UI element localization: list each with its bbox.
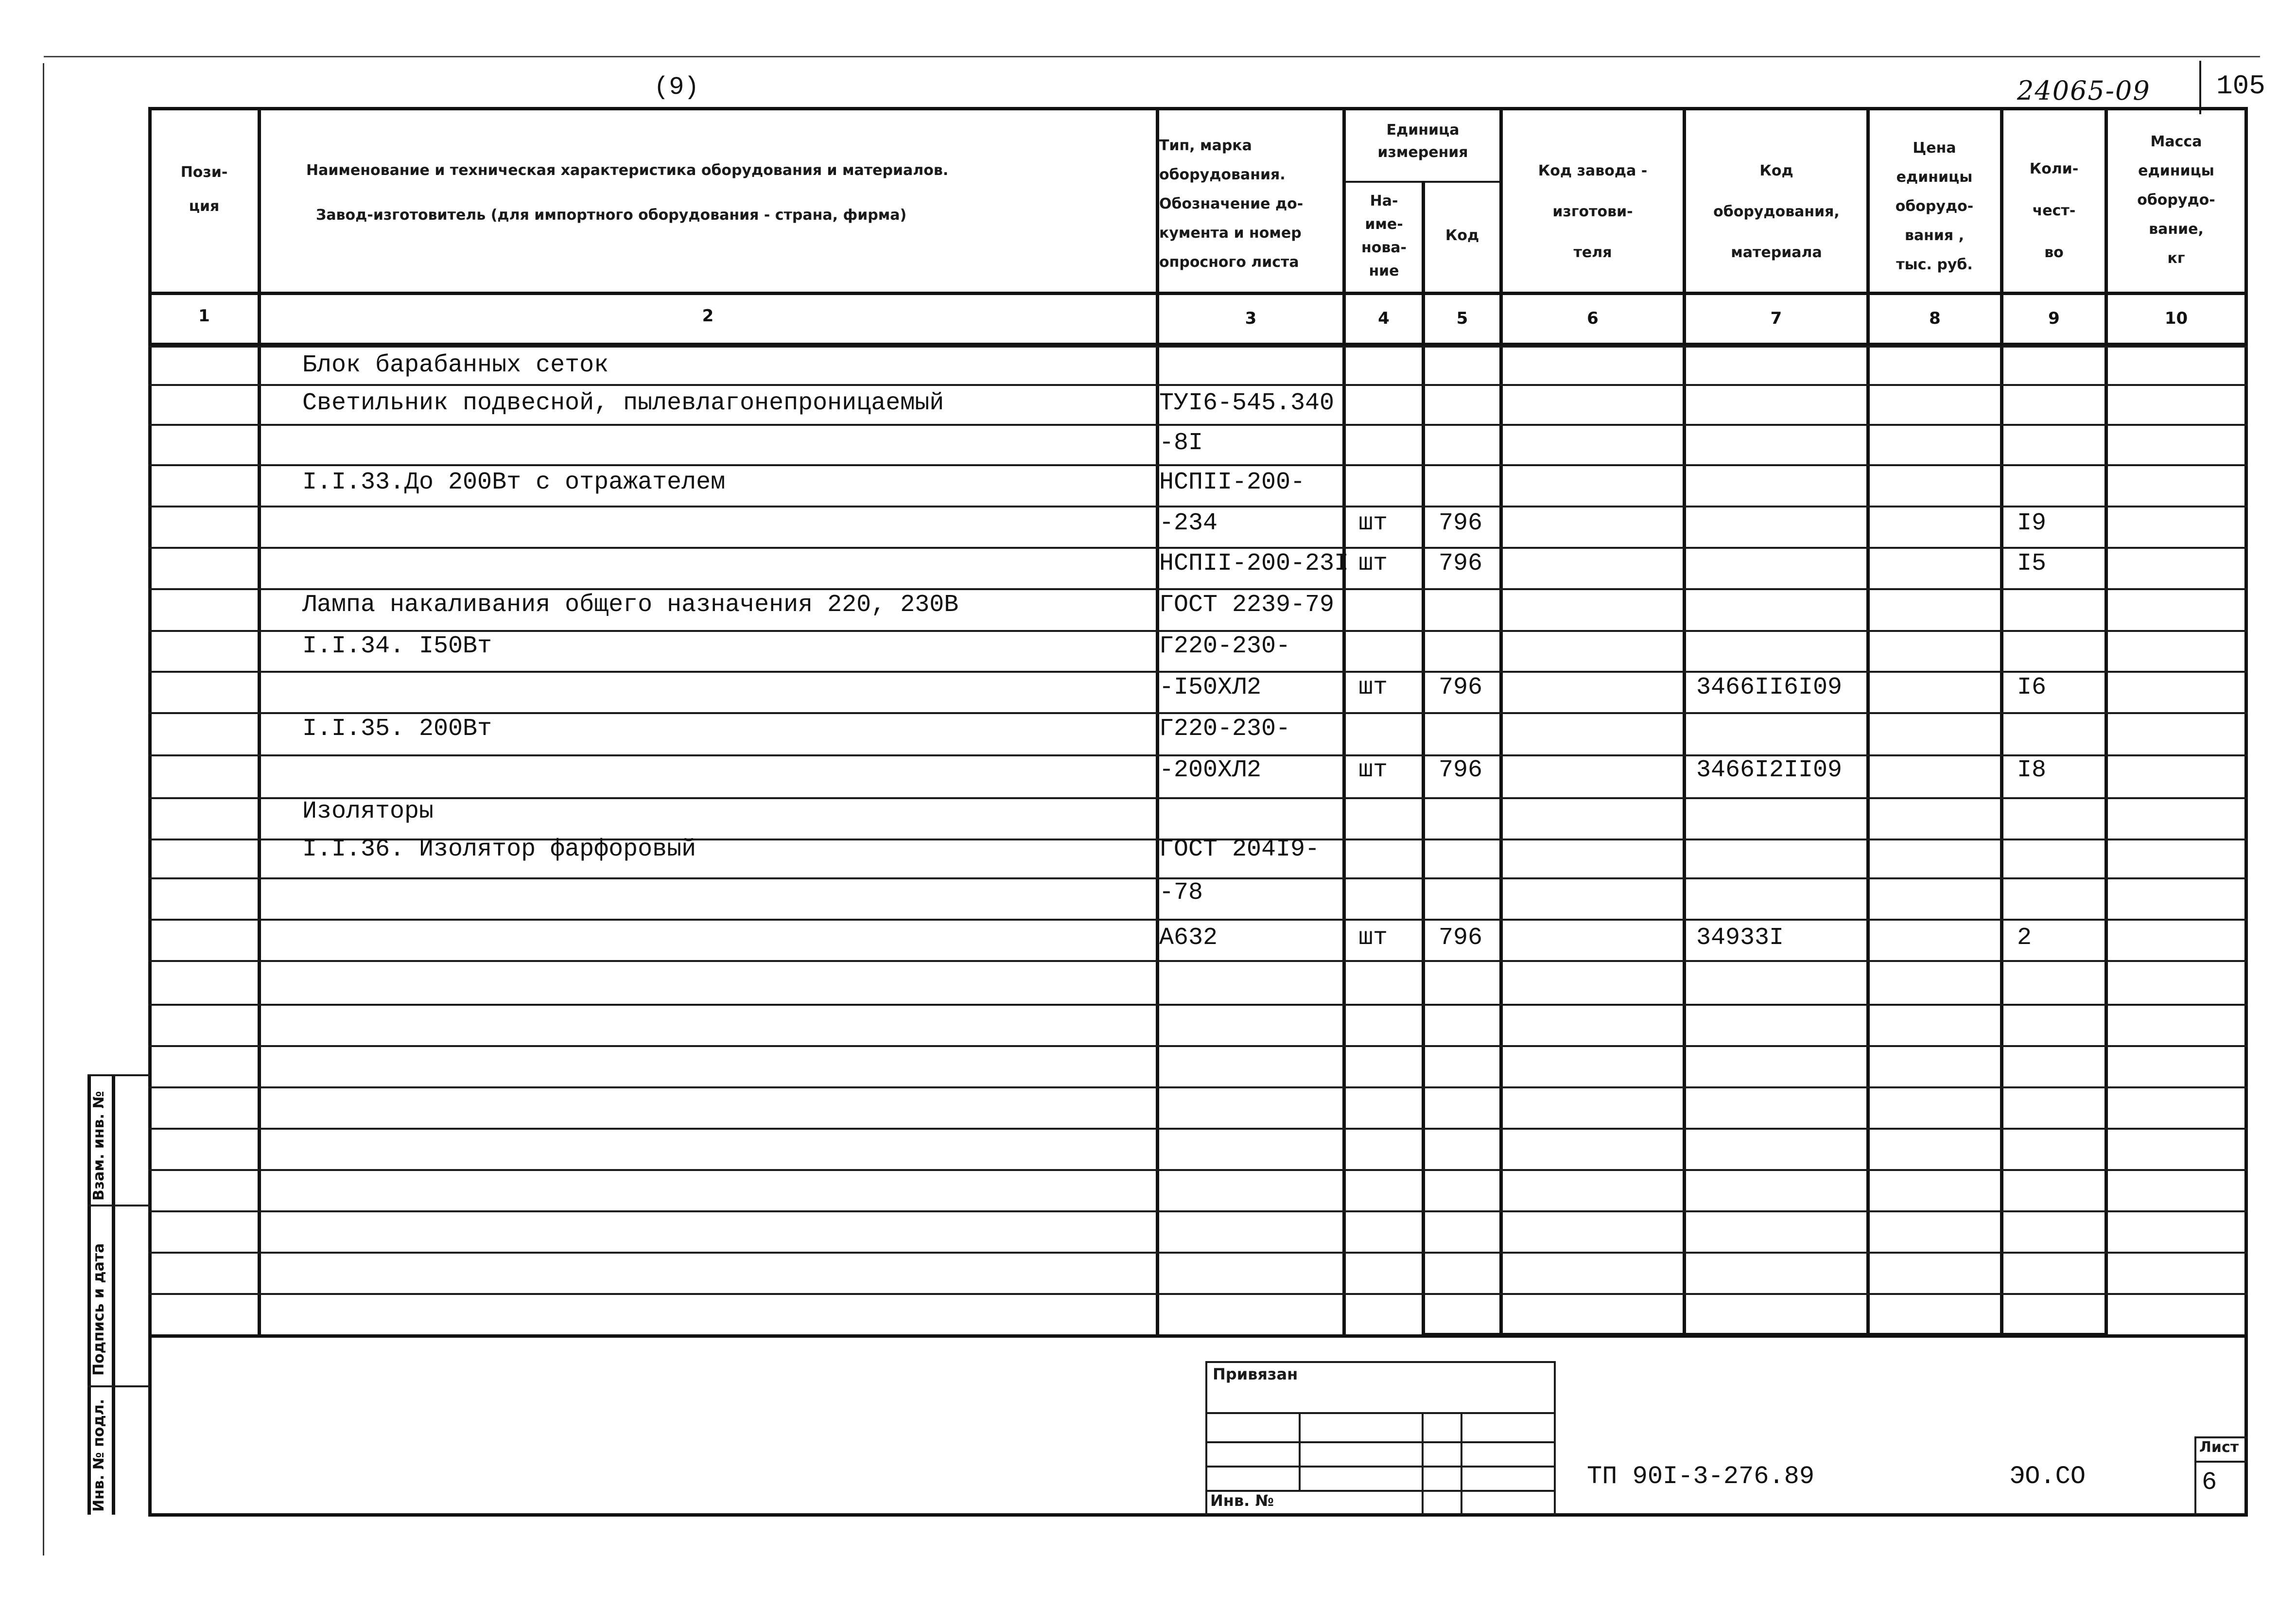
row-name: I.I.36. Изолятор фарфоровый <box>302 836 696 863</box>
row-unit-code: 796 <box>1439 550 1483 577</box>
sheet-label: Лист <box>2199 1439 2239 1456</box>
row-name: I.I.33.До 200Вт с отражателем <box>302 469 726 496</box>
row-name: Блок барабанных сеток <box>302 351 609 379</box>
col4-right-line <box>1422 181 1425 1337</box>
side-podpis: Подпись и дата <box>90 1243 107 1376</box>
side-stamp-div2 <box>87 1385 150 1387</box>
page-number-divider <box>2199 61 2201 114</box>
stamp-v3 <box>1422 1412 1424 1514</box>
row-unit-code: 796 <box>1439 509 1483 537</box>
header-type <box>1159 131 1341 277</box>
header-bottom-border <box>148 292 2248 295</box>
row-type: Г220-230- <box>1159 715 1291 743</box>
header-unit-line2: измерения <box>1377 144 1468 161</box>
row-unit: шт <box>1358 756 1388 784</box>
row-type: ГОСТ 204I9- <box>1159 836 1320 863</box>
header-type-line5: опросного листа <box>1159 254 1299 271</box>
row-line <box>148 1128 2248 1130</box>
row-unit-code: 796 <box>1439 924 1483 952</box>
sheet-number: 6 <box>2202 1468 2217 1497</box>
row-line <box>148 797 2248 799</box>
row-name: Лампа накаливания общего назначения 220, 230В <box>302 591 959 619</box>
header-unit-group <box>1346 119 1499 164</box>
header-price-line4: вания , <box>1904 227 1965 244</box>
stamp-line-3 <box>1205 1441 1555 1443</box>
colnum-2: 2 <box>702 306 714 326</box>
stamp-line-4 <box>1205 1466 1555 1468</box>
header-unit-name <box>1346 190 1422 283</box>
row-quantity: I5 <box>2017 550 2047 577</box>
header-type-line1: Тип, марка <box>1159 137 1252 154</box>
header-qty-line3: во <box>2044 244 2064 261</box>
col8-right-line <box>2000 107 2003 1337</box>
row-line <box>148 506 2248 507</box>
stamp-doc-code: ТП 90I-3-276.89 <box>1587 1462 1815 1491</box>
header-mass-line1: Масса <box>2150 133 2202 150</box>
row-type: НСПII-200-23I <box>1159 550 1349 577</box>
left-margin-line <box>43 63 44 1556</box>
header-position-line1: Пози- <box>180 164 228 181</box>
header-factory-line1: Код завода - <box>1538 162 1648 179</box>
header-unit-name-line3: нова- <box>1361 239 1407 256</box>
header-type-line2: оборудования. <box>1159 166 1286 183</box>
side-inv-podl: Инв. № подл. <box>90 1398 107 1512</box>
stamp-left-line <box>1205 1361 1207 1515</box>
header-unit-name-line4: ние <box>1369 262 1399 280</box>
header-type-line4: кумента и номер <box>1159 225 1302 242</box>
row-line <box>148 919 2248 921</box>
header-type-line3: Обозначение до- <box>1159 195 1304 212</box>
row-line <box>148 1086 2248 1088</box>
col1-right-line <box>258 107 261 1337</box>
stamp-bottom-line <box>148 1513 2248 1517</box>
document-code-handwritten: 24065-09 <box>2017 75 2151 106</box>
sheet-box-left <box>2194 1436 2196 1514</box>
row-quantity: I8 <box>2017 756 2047 784</box>
header-price-line2: единицы <box>1896 169 1973 186</box>
stamp-privyazan: Привязан <box>1213 1365 1298 1383</box>
row-line <box>148 384 2248 386</box>
col5-right-line <box>1499 107 1503 1337</box>
colnum-5: 5 <box>1456 309 1468 328</box>
top-border-line <box>44 56 2260 57</box>
header-price-line1: Цена <box>1913 140 1956 157</box>
unit-box-bottom <box>1422 1333 2108 1335</box>
row-unit: шт <box>1358 509 1388 537</box>
header-equip-line2: оборудования, <box>1713 203 1840 220</box>
col2-right-line <box>1156 107 1159 1337</box>
header-unit-name-line1: На- <box>1370 192 1398 210</box>
row-type: ТУI6-545.340 <box>1159 389 1335 417</box>
colnum-9: 9 <box>2048 309 2060 328</box>
row-line <box>148 1169 2248 1171</box>
row-line <box>148 588 2248 590</box>
table-right-border <box>2244 107 2248 1517</box>
row-line <box>148 464 2248 466</box>
header-unit-code-line1: Код <box>1445 227 1479 244</box>
row-line <box>148 671 2248 673</box>
side-vzam: Взам. инв. № <box>90 1091 107 1201</box>
row-equipment-code: 34933I <box>1696 924 1784 952</box>
stamp-top-line <box>1205 1361 1555 1363</box>
colnum-6: 6 <box>1587 309 1599 328</box>
row-line <box>148 1004 2248 1006</box>
page-top-number: (9) <box>654 73 699 102</box>
sheet-box-top <box>2194 1436 2248 1438</box>
colnum-1: 1 <box>198 306 210 326</box>
row-line <box>148 346 2248 348</box>
row-type: -8I <box>1159 429 1203 457</box>
row-line <box>148 1210 2248 1212</box>
header-quantity <box>2003 148 2105 274</box>
stamp-v2 <box>1299 1412 1301 1490</box>
header-equip-line3: материала <box>1731 244 1822 261</box>
stamp-inv-no: Инв. № <box>1210 1491 1274 1510</box>
header-factory-code <box>1503 151 1683 273</box>
header-price <box>1869 134 2000 280</box>
row-line <box>148 1293 2248 1295</box>
row-quantity: 2 <box>2017 924 2032 952</box>
row-line <box>148 424 2248 426</box>
header-position <box>151 156 258 224</box>
row-type: Г220-230- <box>1159 632 1291 660</box>
row-type: -234 <box>1159 509 1218 537</box>
header-mass-line5: кг <box>2167 250 2185 267</box>
row-line <box>148 547 2248 549</box>
row-equipment-code: 3466II6I09 <box>1696 674 1843 701</box>
colnum-4: 4 <box>1378 309 1390 328</box>
row-type: -200ХЛ2 <box>1159 756 1262 784</box>
header-position-line2: ция <box>189 198 220 215</box>
colnum-8: 8 <box>1929 309 1941 328</box>
row-unit: шт <box>1358 924 1388 952</box>
row-type: НСПII-200- <box>1159 469 1305 496</box>
row-type: А632 <box>1159 924 1218 952</box>
header-qty-line2: чест- <box>2032 202 2076 219</box>
page-number: 105 <box>2216 70 2265 102</box>
row-unit-code: 796 <box>1439 674 1483 701</box>
header-qty-line1: Коли- <box>2029 160 2079 177</box>
header-mass <box>2108 127 2244 273</box>
header-equipment-code <box>1687 151 1866 273</box>
stamp-section: ЭО.СО <box>2010 1462 2086 1491</box>
header-unit-code <box>1425 221 1499 250</box>
row-line <box>148 960 2248 962</box>
row-type: -78 <box>1159 879 1203 907</box>
header-unit-line1: Единица <box>1386 122 1460 139</box>
col7-right-line <box>1866 107 1870 1337</box>
side-stamp-mid <box>112 1074 115 1515</box>
colnum-3: 3 <box>1245 309 1257 328</box>
header-price-line5: тыс. руб. <box>1896 256 1973 273</box>
row-type: -I50ХЛ2 <box>1159 674 1262 701</box>
row-name: Светильник подвесной, пылевлагонепроницаемый <box>302 389 944 417</box>
stamp-line-2 <box>1205 1412 1555 1414</box>
row-equipment-code: 3466I2II09 <box>1696 756 1843 784</box>
stamp-v4 <box>1461 1412 1462 1514</box>
row-quantity: I6 <box>2017 674 2047 701</box>
row-name: Изоляторы <box>302 798 434 825</box>
col3-right-line <box>1342 107 1346 1337</box>
header-mass-line3: оборудо- <box>2137 192 2215 209</box>
row-line <box>148 712 2248 714</box>
header-name-line2: Завод-изготовитель (для импортного оборудования - страна, фирма) <box>316 207 907 224</box>
header-mass-line4: вание, <box>2149 221 2204 238</box>
row-line <box>148 1252 2248 1254</box>
header-name-line1: Наименование и техническая характеристика оборудования и материалов. <box>306 162 949 179</box>
header-name <box>262 148 1060 238</box>
header-equip-line1: Код <box>1759 162 1793 179</box>
row-quantity: I9 <box>2017 509 2047 537</box>
row-unit: шт <box>1358 550 1388 577</box>
table-top-border <box>148 107 2248 110</box>
header-unit-name-line2: име- <box>1365 216 1403 233</box>
side-stamp-top <box>87 1074 150 1076</box>
header-mass-line2: единицы <box>2138 162 2214 179</box>
row-name: I.I.34. I50Вт <box>302 632 492 660</box>
row-line <box>148 1045 2248 1047</box>
row-type: ГОСТ 2239-79 <box>1159 591 1335 619</box>
stamp-right-line <box>1554 1361 1556 1515</box>
header-factory-line3: теля <box>1573 244 1612 261</box>
side-stamp-div1 <box>87 1205 150 1206</box>
col9-right-line <box>2105 107 2108 1337</box>
row-name: I.I.35. 200Вт <box>302 715 492 743</box>
row-unit-code: 796 <box>1439 756 1483 784</box>
header-factory-line2: изготови- <box>1552 203 1633 220</box>
colnum-7: 7 <box>1770 309 1782 328</box>
col6-right-line <box>1683 107 1686 1337</box>
colnum-10: 10 <box>2164 309 2188 328</box>
header-price-line3: оборудо- <box>1895 198 1974 215</box>
sheet-box-mid <box>2194 1461 2248 1463</box>
row-unit: шт <box>1358 674 1388 701</box>
